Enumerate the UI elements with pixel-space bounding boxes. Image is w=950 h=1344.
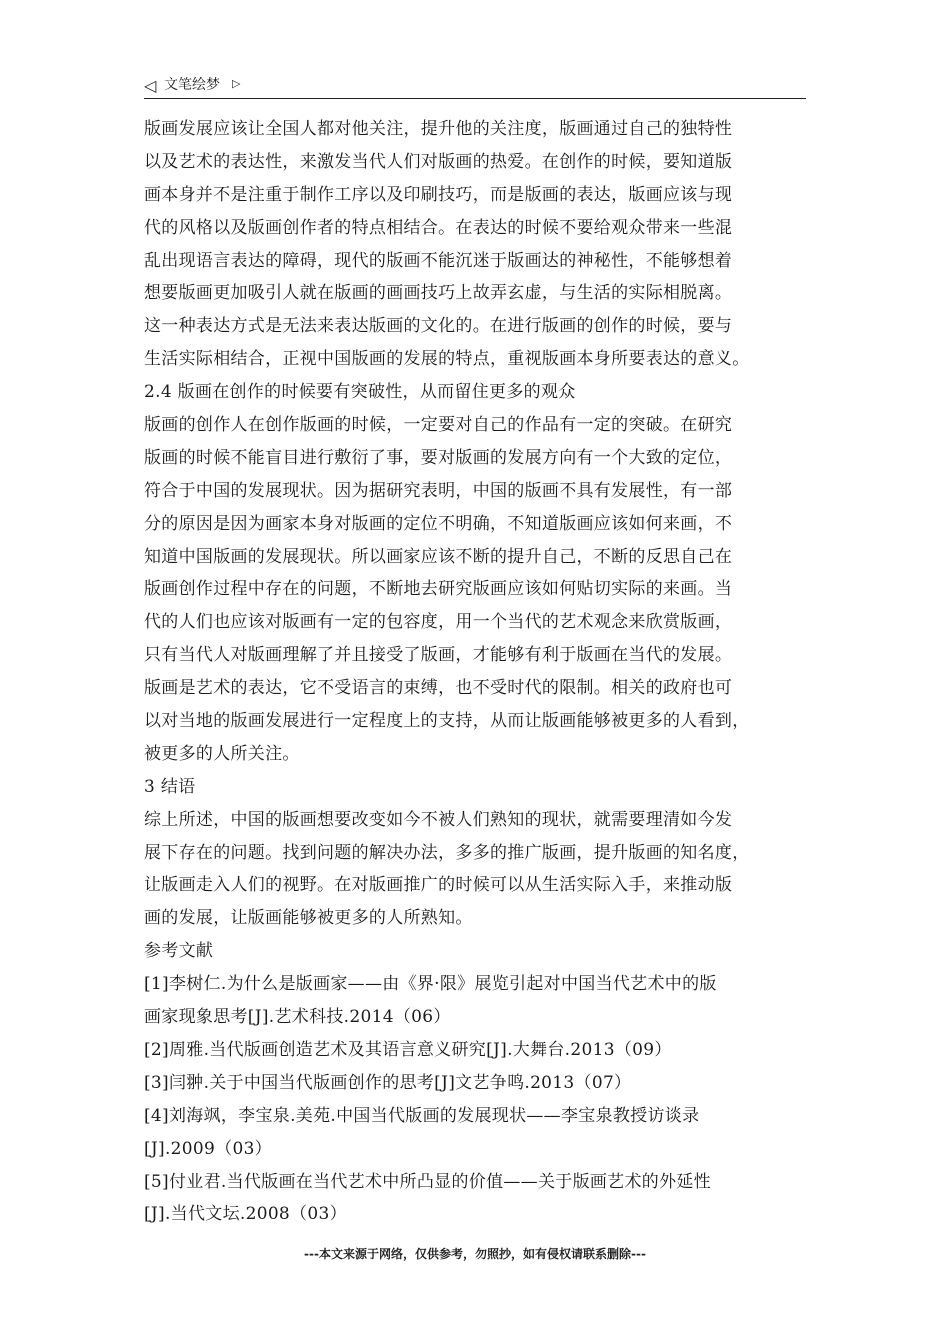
body-line: 代的人们也应该对版画有一定的包容度，用一个当代的艺术观念来欣赏版画， bbox=[144, 612, 733, 633]
body-line: 被更多的人所关注。 bbox=[144, 743, 300, 764]
header-title: 文笔绘梦 bbox=[164, 77, 220, 93]
references-heading: 参考文献 bbox=[144, 941, 214, 962]
reference-line: [J].2009（03） bbox=[144, 1138, 272, 1159]
page-footer: ---本文来源于网络，仅供参考，勿照抄，如有侵权请联系删除--- bbox=[304, 1247, 646, 1261]
triangle-right-icon: ▷ bbox=[232, 77, 241, 90]
body-line: 以对当地的版画发展进行一定程度上的支持，从而让版画能够被更多的人看到， bbox=[144, 711, 750, 732]
body-line: 生活实际相结合，正视中国版画的发展的特点，重视版画本身所要表达的意义。 bbox=[144, 349, 750, 370]
body-line: 版画发展应该让全国人都对他关注，提升他的关注度，版画通过自己的独特性 bbox=[144, 119, 733, 139]
body-line: 综上所述，中国的版画想要改变如今不被人们熟知的现状，就需要理清如今发 bbox=[144, 809, 733, 830]
body-line: 以及艺术的表达性，来激发当代人们对版画的热爱。在创作的时候，要知道版 bbox=[144, 151, 733, 172]
body-line: 符合于中国的发展现状。因为据研究表明，中国的版画不具有发展性，有一部 bbox=[144, 480, 733, 501]
body-line: 画本身并不是注重于制作工序以及印刷技巧，而是版画的表达，版画应该与现 bbox=[144, 184, 733, 205]
body-line: 分的原因是因为画家本身对版画的定位不明确，不知道版画应该如何来画，不 bbox=[144, 513, 733, 534]
body-line: 画的发展，让版画能够被更多的人所熟知。 bbox=[144, 908, 473, 929]
section-heading: 2.4 版画在创作的时候要有突破性，从而留住更多的观众 bbox=[144, 382, 576, 403]
body-line: 版画的创作人在创作版画的时候，一定要对自己的作品有一定的突破。在研究 bbox=[144, 415, 733, 436]
body-line: 这一种表达方式是无法来表达版画的文化的。在进行版画的创作的时候，要与 bbox=[144, 316, 733, 337]
body-line: 展下存在的问题。找到问题的解决办法，多多的推广版画，提升版画的知名度， bbox=[144, 842, 750, 863]
body-line: 版画是艺术的表达，它不受语言的束缚，也不受时代的限制。相关的政府也可 bbox=[144, 678, 733, 699]
body-line: 版画的时候不能盲目进行敷衍了事，要对版画的发展方向有一个大致的定位， bbox=[144, 447, 733, 468]
body-line: 代的风格以及版画创作者的特点相结合。在表达的时候不要给观众带来一些混 bbox=[144, 217, 733, 238]
section-heading: 3 结语 bbox=[144, 776, 196, 797]
body-line: 版画创作过程中存在的问题，不断地去研究版画应该如何贴切实际的来画。当 bbox=[144, 579, 733, 600]
reference-line: [4]刘海飒，李宝泉.美苑.中国当代版画的发展现状——李宝泉教授访谈录 bbox=[144, 1105, 700, 1126]
body-line: 只有当代人对版画理解了并且接受了版画，才能够有利于版画在当代的发展。 bbox=[144, 645, 733, 666]
reference-line: [1]李树仁.为什么是版画家——由《界·限》展览引起对中国当代艺术中的版 bbox=[144, 974, 717, 995]
body-line: 想要版画更加吸引人就在版画的画画技巧上故弄玄虚，与生活的实际相脱离。 bbox=[144, 283, 733, 304]
reference-line: [J].当代文坛.2008（03） bbox=[144, 1204, 347, 1225]
reference-line: 画家现象思考[J].艺术科技.2014（06） bbox=[144, 1007, 451, 1028]
body-line: 知道中国版画的发展现状。所以画家应该不断的提升自己，不断的反思自己在 bbox=[144, 546, 733, 567]
body-line: 让版画走入人们的视野。在对版画推广的时候可以从生活实际入手，来推动版 bbox=[144, 875, 733, 896]
reference-line: [2]周雅.当代版画创造艺术及其语言意义研究[J].大舞台.2013（09） bbox=[144, 1039, 672, 1060]
body-line: 乱出现语言表达的障碍，现代的版画不能沉迷于版画达的神秘性，不能够想着 bbox=[144, 250, 733, 271]
page-header bbox=[144, 76, 806, 99]
document-body bbox=[144, 113, 804, 1231]
triangle-left-icon: ◁ bbox=[144, 76, 157, 95]
reference-line: [3]闫翀.关于中国当代版画创作的思考[J]文艺争鸣.2013（07） bbox=[144, 1072, 632, 1093]
reference-line: [5]付业君.当代版画在当代艺术中所凸显的价值——关于版画艺术的外延性 bbox=[144, 1171, 711, 1192]
